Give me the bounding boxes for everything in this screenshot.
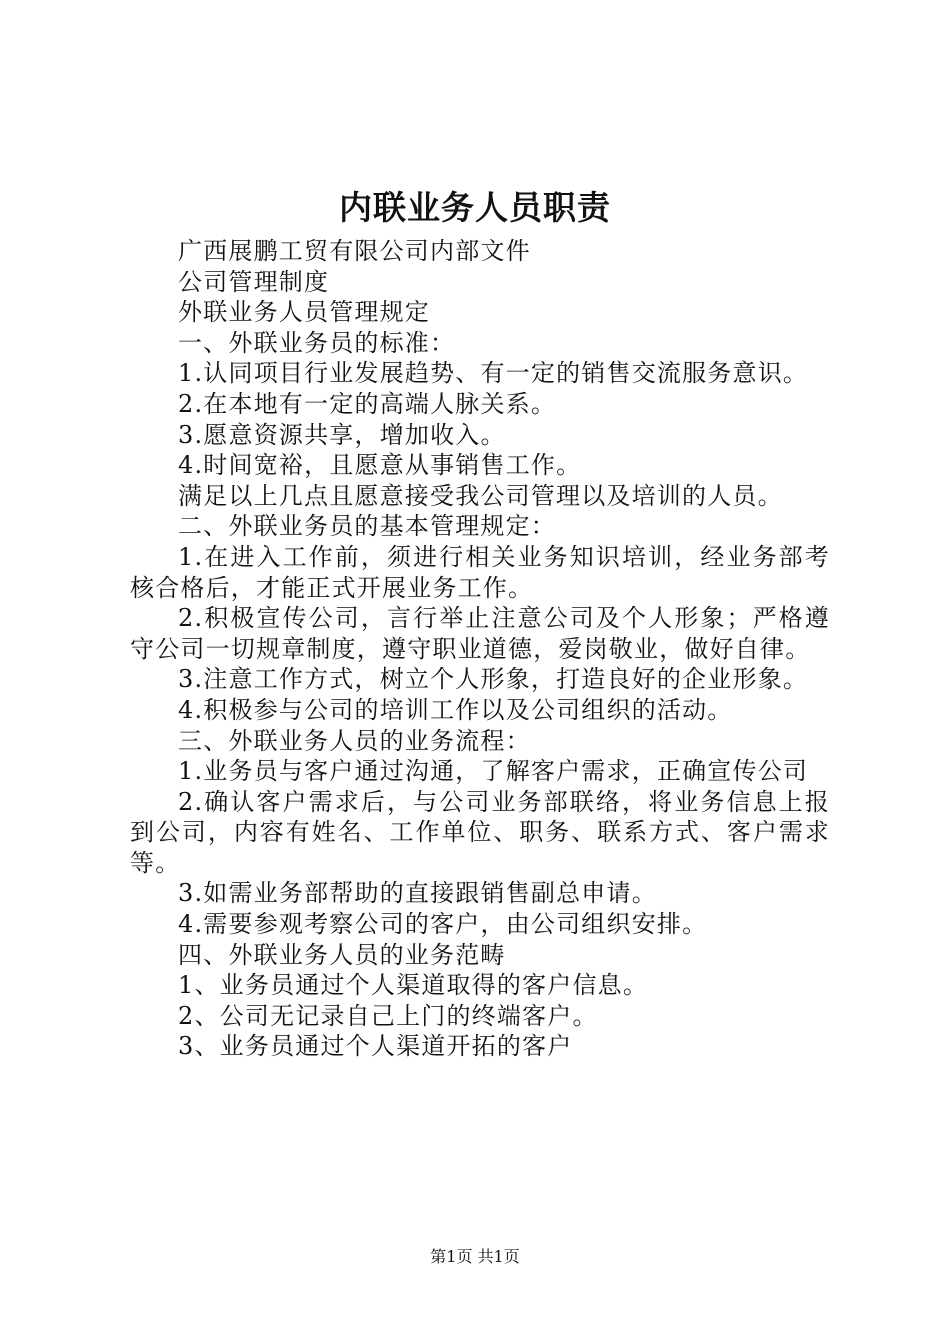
list-item: 4.积极参与公司的培训工作以及公司组织的活动。 (178, 695, 733, 724)
document-body (130, 236, 830, 1062)
list-item: 1、业务员通过个人渠道取得的客户信息。 (178, 971, 649, 1000)
list-item: 1.在进入工作前，须进行相关业务知识培训，经业务部考核合格后，才能正式开展业务工作。 (130, 542, 830, 602)
section-heading: 三、外联业务人员的业务流程： (178, 726, 531, 755)
section-heading: 二、外联业务员的基本管理规定： (178, 512, 556, 541)
paragraph: 公司管理制度 (178, 267, 330, 296)
document-title: 内联业务人员职责 (339, 188, 611, 227)
list-item: 2.在本地有一定的高端人脉关系。 (178, 389, 557, 418)
list-item: 3、业务员通过个人渠道开拓的客户 (178, 1032, 573, 1061)
paragraph: 外联业务人员管理规定 (178, 298, 430, 327)
list-item: 2、公司无记录自己上门的终端客户。 (178, 1001, 598, 1030)
list-item: 4.需要参观考察公司的客户，由公司组织安排。 (178, 910, 708, 939)
paragraph: 广西展鹏工贸有限公司内部文件 (178, 237, 531, 265)
page-footer: 第1页 共1页 (430, 1247, 520, 1266)
list-item: 3.愿意资源共享，增加收入。 (178, 420, 506, 449)
list-item: 4.时间宽裕，且愿意从事销售工作。 (178, 451, 582, 480)
list-item: 1.认同项目行业发展趋势、有一定的销售交流服务意识。 (178, 359, 809, 388)
list-item: 1.业务员与客户通过沟通，了解客户需求，正确宣传公司 (178, 757, 809, 786)
section-heading: 四、外联业务人员的业务范畴 (178, 940, 506, 969)
list-item: 3.注意工作方式，树立个人形象，打造良好的企业形象。 (178, 665, 809, 694)
list-item: 2.确认客户需求后，与公司业务部联络，将业务信息上报到公司，内容有姓名、工作单位、职务、联系方式、客户需求等。 (130, 787, 830, 877)
section-heading: 一、外联业务员的标准： (178, 328, 456, 357)
list-item: 3.如需业务部帮助的直接跟销售副总申请。 (178, 879, 657, 908)
list-item: 2.积极宣传公司，言行举止注意公司及个人形象；严格遵守公司一切规章制度，遵守职业道德，爱岗敬业，做好自律。 (130, 604, 830, 663)
paragraph: 满足以上几点且愿意接受我公司管理以及培训的人员。 (178, 481, 783, 510)
